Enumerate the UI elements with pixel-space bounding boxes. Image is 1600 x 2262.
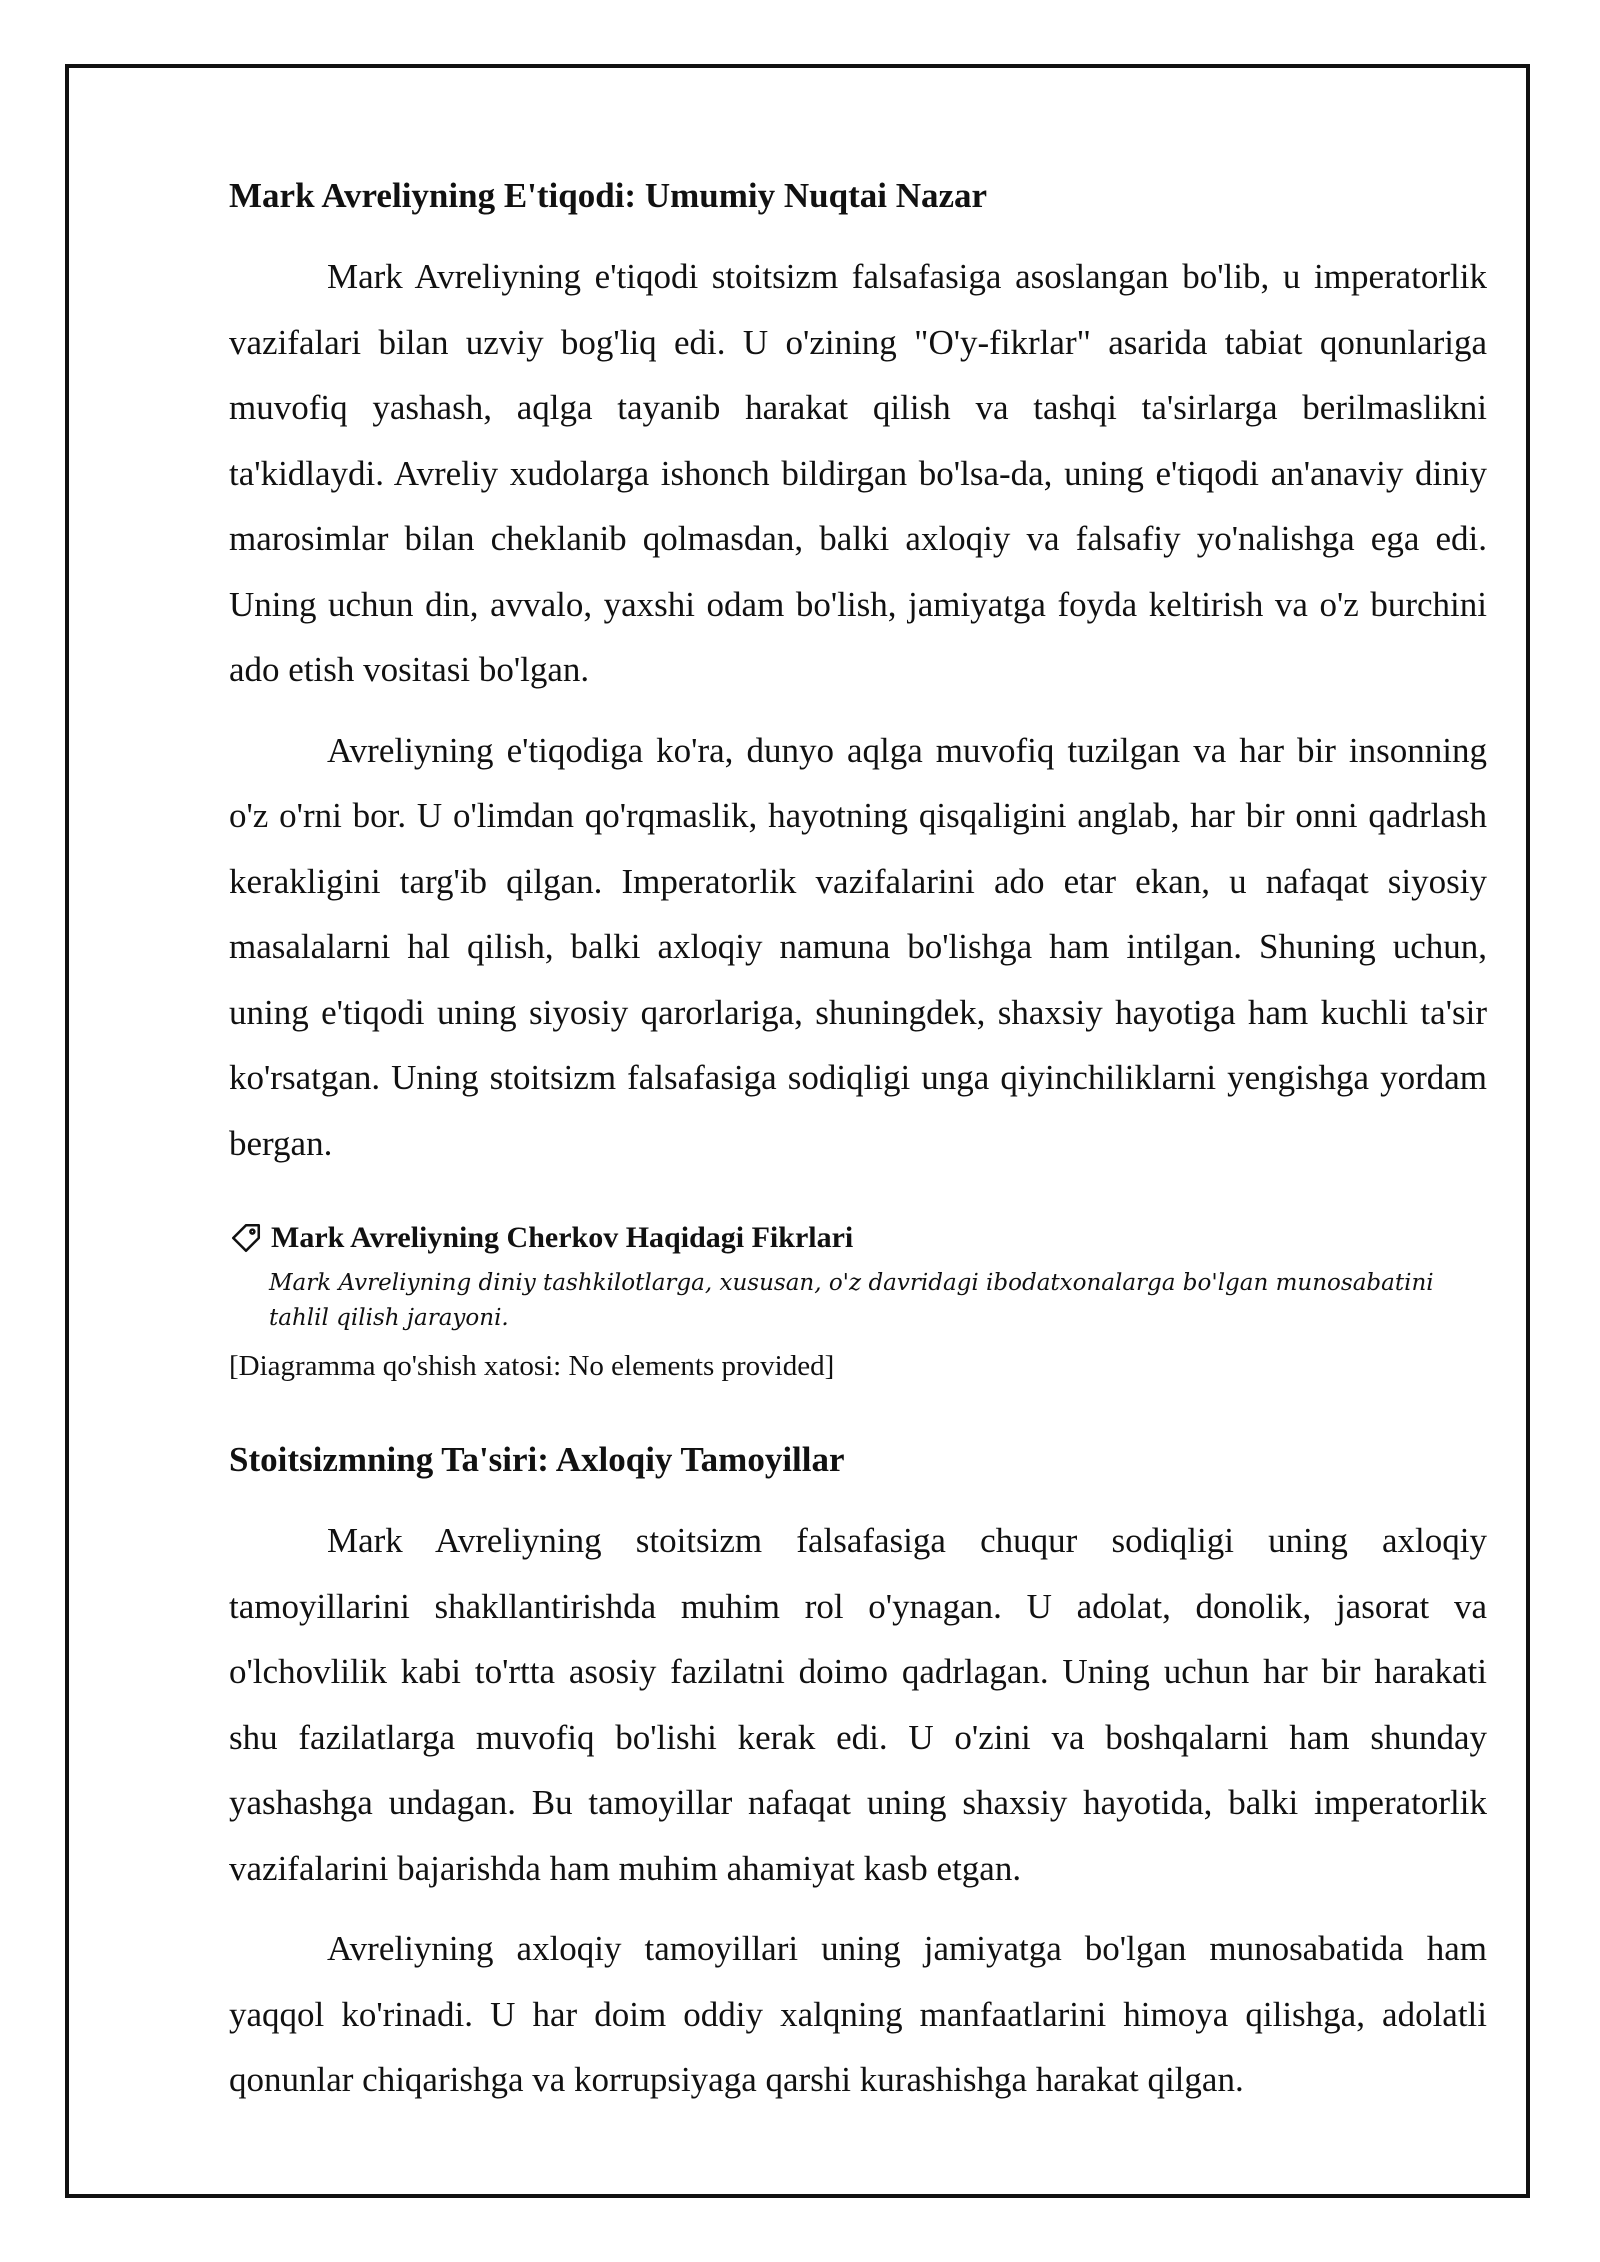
paragraph: Avreliyning e'tiqodiga ko'ra, dunyo aqlga muvofiq tuzilgan va har bir insonning o'z o'rni bor. U o'limdan qo'rqmaslik, hayotning qisqaligini anglab, har bir onni qadrlash kerakligini targ'ib qilgan. Imperatorlik vazifalarini ado etar ekan, u nafaqat siyosiy masalalarni hal qilish, balki axloqiy namuna bo'lishga ham intilgan. Shuning uchun, uning e'tiqodi uning siyosiy qarorlariga, shuningdek, shaxsiy hayotiga ham kuchli ta'sir ko'rsatgan. Uning stoitsizm falsafasiga sodiqligi unga qiyinchiliklarni yengishga yordam bergan. — [229, 730, 1487, 1163]
diagram-error-message: [Diagramma qo'shish xatosi: No elements provided] — [229, 1350, 835, 1382]
tag-icon — [229, 1221, 263, 1255]
section-heading-stoitsizm: Stoitsizmning Ta'siri: Axloqiy Tamoyillar — [229, 1440, 845, 1479]
document-content — [229, 170, 1487, 2128]
paragraph: Mark Avreliyning stoitsizm falsafasiga chuqur sodiqligi uning axloqiy tamoyillarini shakllantirishda muhim rol o'ynagan. U adolat, donolik, jasorat va o'lchovlilik kabi to'rtta asosiy fazilatni doimo qadrlagan. Uning uchun har bir harakati shu fazilatlarga muvofiq bo'lishi kerak edi. U o'zini va boshqalarni ham shunday yashashga undagan. Bu tamoyillar nafaqat uning shaxsiy hayotida, balki imperatorlik vazifalarini bajarishda ham muhim ahamiyat kasb etgan. — [229, 1521, 1487, 1888]
diagram-card-title-text: Mark Avreliyning Cherkov Haqidagi Fikrlari — [271, 1221, 854, 1254]
section-heading-etiqod: Mark Avreliyning E'tiqodi: Umumiy Nuqtai Nazar — [229, 176, 988, 215]
paragraph: Mark Avreliyning e'tiqodi stoitsizm falsafasiga asoslangan bo'lib, u imperatorlik vazifalari bilan uzviy bog'liq edi. U o'zining "O'y-fikrlar" asarida tabiat qonunlariga muvofiq yashash, aqlga tayanib harakat qilish va tashqi ta'sirlarga berilmaslikni ta'kidlaydi. Avreliy xudolarga ishonch bildirgan bo'lsa-da, uning e'tiqodi an'anaviy diniy marosimlar bilan cheklanib qolmasdan, balki axloqiy va falsafiy yo'nalishga ega edi. Uning uchun din, avvalo, yaxshi odam bo'lish, jamiyatga foyda keltirish va o'z burchini ado etish vositasi bo'lgan. — [229, 257, 1487, 689]
diagram-card-title — [229, 1218, 1487, 1258]
paragraph: Avreliyning axloqiy tamoyillari uning jamiyatga bo'lgan munosabatida ham yaqqol ko'rinadi. U har doim oddiy xalqning manfaatlarini himoya qilishga, adolatli qonunlar chiqarishga va korrupsiyaga qarshi kurashishga harakat qilgan. — [229, 1929, 1487, 2099]
diagram-card-description: Mark Avreliyning diniy tashkilotlarga, xususan, o'z davridagi ibodatxonalarga bo'lgan munosabatini tahlil qilish jarayoni. — [269, 1270, 1434, 1331]
